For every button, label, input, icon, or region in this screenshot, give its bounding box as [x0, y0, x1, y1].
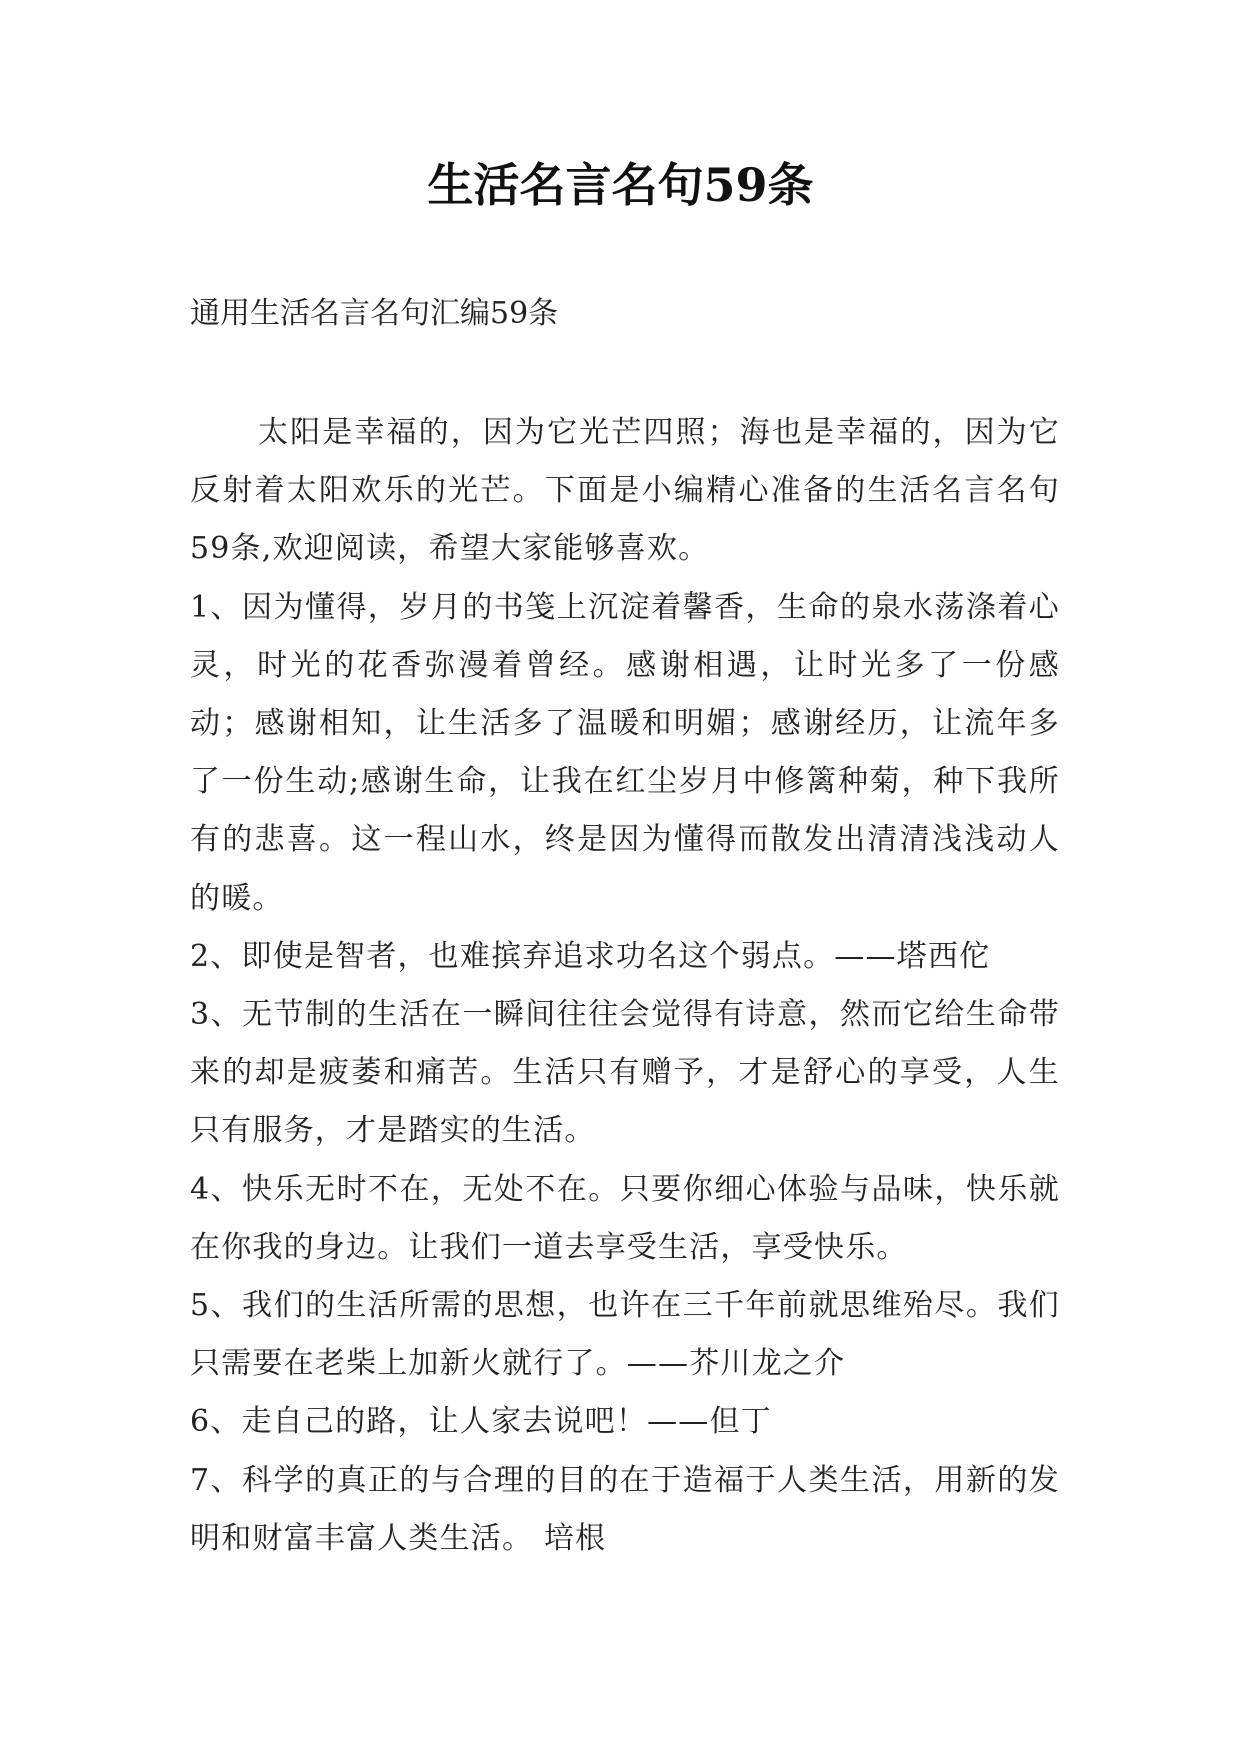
document-body — [190, 404, 1060, 1568]
quote-item-6: 6、走自己的路，让人家去说吧！——但丁 — [190, 1404, 772, 1440]
quote-item-4: 4、快乐无时不在，无处不在。只要你细心体验与品味，快乐就在你我的身边。让我们一道去享受生活，享受快乐。 — [190, 1171, 1060, 1265]
quote-item-3: 3、无节制的生活在一瞬间往往会觉得有诗意，然而它给生命带来的却是疲萎和痛苦。生活只有赠予，才是舒心的享受，人生只有服务，才是踏实的生活。 — [190, 997, 1060, 1149]
quote-item-1: 1、因为懂得，岁月的书笺上沉淀着馨香，生命的泉水荡涤着心灵，时光的花香弥漫着曾经。感谢相遇，让时光多了一份感动；感谢相知，让生活多了温暖和明媚；感谢经历，让流年多了一份生动;感谢生命，让我在红尘岁月中修篱种菊，种下我所有的悲喜。这一程山水，终是因为懂得而散发出清清浅浅动人的暖。 — [190, 589, 1060, 916]
intro-paragraph: 太阳是幸福的，因为它光芒四照；海也是幸福的，因为它反射着太阳欢乐的光芒。下面是小编精心准备的生活名言名句59条,欢迎阅读，希望大家能够喜欢。 — [190, 415, 1060, 567]
document-subtitle: 通用生活名言名句汇编59条 — [190, 296, 559, 331]
document-title: 生活名言名句59条 — [427, 158, 814, 212]
quote-item-2: 2、即使是智者，也难摈弃追求功名这个弱点。——塔西佗 — [190, 938, 991, 974]
quote-item-5: 5、我们的生活所需的思想，也许在三千年前就思维殆尽。我们只需要在老柴上加新火就行了。——芥川龙之介 — [190, 1288, 1060, 1382]
quote-item-7: 7、科学的真正的与合理的目的在于造福于人类生活，用新的发明和财富丰富人类生活。 培根 — [190, 1462, 1060, 1556]
